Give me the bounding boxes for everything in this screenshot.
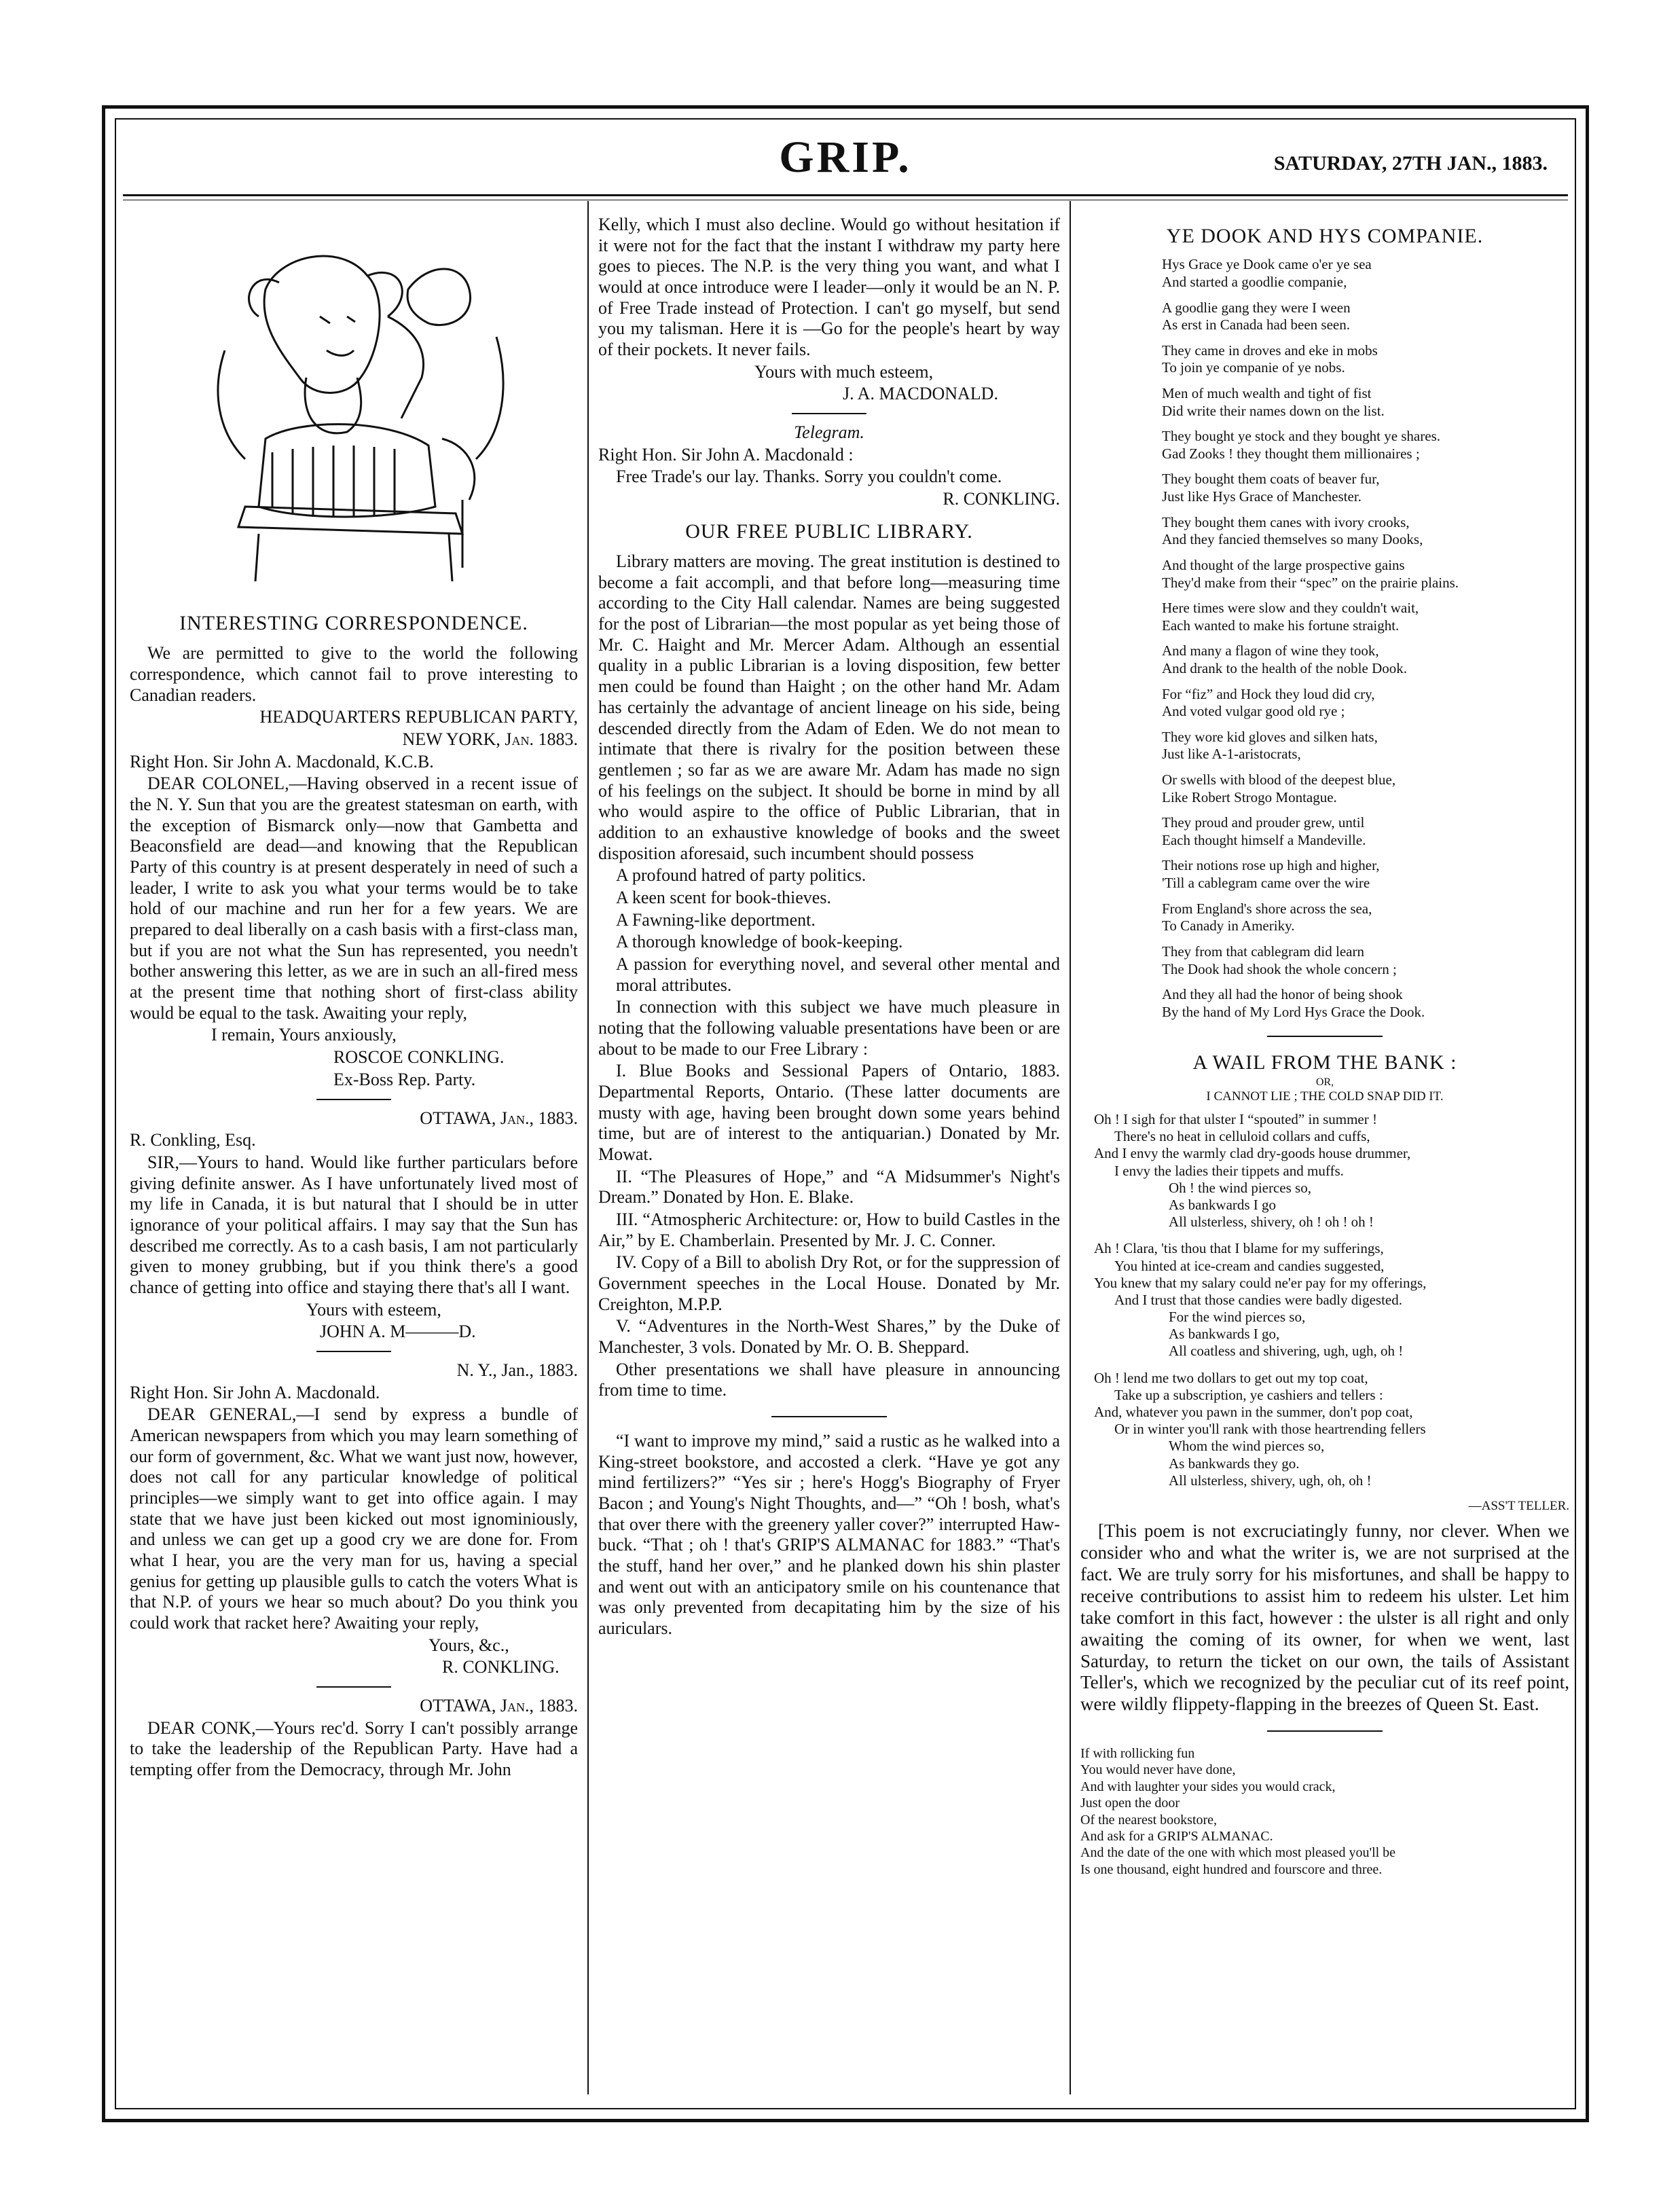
letter-header: N. Y., Jan., 1883. [456, 1360, 578, 1380]
divider [771, 1416, 887, 1417]
letter-closing: Yours with esteem, [306, 1299, 441, 1320]
poem-line: Whom the wind pierces so, [1169, 1438, 1325, 1455]
poem-line: Here times were slow and they couldn't wait, [1162, 600, 1419, 617]
column-1 [130, 215, 578, 2088]
stanza [1162, 943, 1569, 978]
poem-line: And many a flagon of wine they took, [1162, 642, 1379, 659]
stanza [1162, 686, 1569, 721]
poem-line: And started a goodlie companie, [1162, 274, 1347, 290]
letter-header: OTTAWA, Jan., 1883. [420, 1108, 578, 1128]
poem [1080, 1111, 1569, 1489]
stanza [1094, 1370, 1569, 1489]
letter-closing: Yours with much esteem, [754, 361, 934, 382]
poem-line: And I envy the warmly clad dry-goods house drummer, [1094, 1145, 1411, 1162]
page-inner-border [115, 118, 1576, 2109]
poem-line: A goodlie gang they were I ween [1162, 299, 1351, 316]
ad-line: You would never have done, [1080, 1762, 1236, 1778]
stanza [1162, 299, 1569, 334]
section-heading: OUR FREE PUBLIC LIBRARY. [685, 520, 973, 543]
list-item: III. “Atmospheric Architecture: or, How to build Castles in the Air,” by E. Chamberlain. Presented by Mr. J. C. Conner. [598, 1209, 1060, 1250]
poem-line: The Dook had shook the whole concern ; [1162, 960, 1397, 977]
cartoon-illustration [143, 215, 564, 602]
issue-date: SATURDAY, 27TH JAN., 1883. [1273, 152, 1548, 175]
section-heading: YE DOOK AND HYS COMPANIE. [1166, 225, 1484, 247]
poem-line: Oh ! lend me two dollars to get out my top coat, [1094, 1369, 1368, 1386]
poem-line: Or in winter you'll rank with those heartrending fellers [1114, 1421, 1426, 1438]
letter-body: DEAR COLONEL,—Having observed in a recent issue of the N. Y. Sun that you are the greatest statesman on earth, with the exception of Bismarck only—now that Gambetta and Beaconsfield are dead—and knowing that the Republican Party of this country is at present desperately in need of such a leader, I write to ask you what your terms would be to take hold of our machine and run her for a few years. We are prepared to deal liberally on a cash basis with a first-class man, but if you are not what the Sun has represented, you needn't bother answering this letter, as we are in such an all-fired mess at the present time that nothing short of first-class ability would be equal to the task. Awaiting your reply, [130, 774, 578, 1023]
stanza [1094, 1240, 1569, 1360]
ad-line: Of the nearest bookstore, [1080, 1812, 1218, 1828]
poem-line: They bought them canes with ivory crooks, [1162, 513, 1410, 530]
poem-line: They wore kid gloves and silken hats, [1162, 728, 1378, 745]
list-item: II. “The Pleasures of Hope,” and “A Midsummer's Night's Dream.” Donated by Hon. E. Blake. [598, 1166, 1060, 1207]
letter-body-continued: Kelly, which I must also decline. Would go without hesitation if it were not for the fact that the instant I withdraw my party here goes to pieces. The N.P. is the very thing you want, and what I would at once introduce were I leader—only it would be an N. P. of Free Trade instead of Protection. I can't go myself, but send you my talisman. Here it is —Go for the people's heart by way of their pockets. It never fails. [598, 215, 1060, 360]
letter-closing: Yours, &c., [428, 1635, 509, 1655]
poem-line: As bankwards they go. [1169, 1455, 1300, 1472]
ad-line: And ask for a GRIP'S ALMANAC. [1080, 1829, 1273, 1844]
header-rule [123, 194, 1568, 196]
list-item: I. Blue Books and Sessional Papers of Ontario, 1883. Departmental Reports, Ontario. (These latter documents are musty with age, having been brought down some years behind time, but are of interest to the antiquarian.) Donated by Mr. Mowat. [598, 1061, 1060, 1164]
stanza [1162, 428, 1569, 462]
poem-signature: —ASS'T TELLER. [1468, 1498, 1569, 1513]
divider [316, 1686, 391, 1688]
letter-body: DEAR CONK,—Yours rec'd. Sorry I can't possibly arrange to take the leadership of the Republican Party. Have had a tempting offer from the Democracy, through Mr. John [130, 1718, 578, 1779]
poem-line: You hinted at ice-cream and candies suggested, [1114, 1257, 1385, 1274]
column-3 [1080, 215, 1569, 2088]
poem-line: And drank to the health of the noble Dook. [1162, 659, 1407, 676]
letter-closing: I remain, Yours anxiously, [211, 1025, 397, 1045]
poem-line: Just like A-1-aristocrats, [1162, 746, 1301, 763]
heading-or: OR, [1315, 1076, 1334, 1088]
stanza [1162, 385, 1569, 420]
poem-line: Like Robert Strogo Montague. [1162, 788, 1337, 805]
almanac-advertisement [1080, 1745, 1569, 1878]
poem-line: Men of much wealth and tight of fist [1162, 385, 1372, 402]
poem-line: And they fancied themselves so many Dooks, [1162, 531, 1423, 548]
letter-header: OTTAWA, Jan., 1883. [420, 1695, 578, 1715]
letter-signature: JOHN A. M———D. [320, 1322, 476, 1342]
divider [316, 1099, 391, 1100]
ad-line: And the date of the one with which most pleased you'll be [1080, 1845, 1396, 1861]
poem-line: All ulsterless, shivery, oh ! oh ! oh ! [1169, 1214, 1374, 1231]
list-item: A thorough knowledge of book-keeping. [616, 932, 903, 952]
poem-line: For the wind pierces so, [1169, 1309, 1306, 1326]
stanza [1162, 471, 1569, 505]
poem [1080, 256, 1569, 1021]
poem-line: As bankwards I go, [1169, 1326, 1280, 1343]
list-item: A Fawning-like deportment. [616, 909, 816, 930]
poem-line: From England's shore across the sea, [1162, 900, 1372, 917]
poem-line: Each thought himself a Mandeville. [1162, 831, 1366, 848]
telegram-label: Telegram. [794, 422, 864, 443]
poem-line: They came in droves and eke in mobs [1162, 342, 1378, 359]
masthead-title: GRIP. [779, 132, 912, 182]
letter-addressee: Right Hon. Sir John A. Macdonald, K.C.B. [130, 751, 434, 771]
stanza [1162, 814, 1569, 849]
poem-line: All ulsterless, shivery, ugh, oh, oh ! [1169, 1472, 1372, 1489]
letter-header: HEADQUARTERS REPUBLICAN PARTY, [259, 707, 578, 727]
poem-line: There's no heat in celluloid collars and cuffs, [1114, 1128, 1370, 1145]
divider [1267, 1730, 1383, 1732]
letter-body: DEAR GENERAL,—I send by express a bundle of American newspapers from which you may learn something of our form of government, &c. What we want just now, however, does not call for any particular knowledge of political principles—we simply want to get into office again. I may state that we have just been kicked out most ignominiously, and unless we can get up a good cry we are done for. From what I hear, you are the very man for us, having a special genius for getting up plausible gulls to catch the voters What is that N.P. of yours we hear so much about? Do you think you could work that racket here? Awaiting your reply, [130, 1404, 578, 1633]
stanza [1162, 514, 1569, 549]
editor-note: [This poem is not excruciatingly funny, nor clever. When we consider who and what the writer is, we are not surprised at the fact. We are truly sorry for his misfortunes, and shall be happy to receive contributions to assist him to redeem his ulster. Let him take comfort in this fact, however : the ulster is all right and only awaiting the coming of its owner, for when we went, last Saturday, to return the ticket on our own, the tails of Assistant Teller's, which we recognized by the peculiar cut of its reef point, were wildly flippety-flapping in the breezes of Queen St. East. [1080, 1521, 1569, 1715]
poem-line: Their notions rose up high and higher, [1162, 857, 1380, 874]
stanza [1162, 557, 1569, 592]
poem-line: For “fiz” and Hock they loud did cry, [1162, 685, 1375, 702]
stanza [1162, 600, 1569, 634]
article-paragraph: “I want to improve my mind,” said a rustic as he walked into a King-street bookstore, and accosted a clerk. “Have ye got any mind fertilizers?” “Yes sir ; here's Hogg's Biography of Fryer Bacon ; and Young's Night Thoughts, and—” “Oh ! bosh, what's that over there with the greenery yaller cover?” interrupted Haw-buck. “That ; oh ! that's GRIP'S ALMANAC for 1883.” “That's the stuff, hand her over,” and he planked down his shin plaster and went out with an anticipatory smile on his countenance that was only prevented from decapitating him by the size of his auriculars. [598, 1431, 1060, 1639]
poem-line: Oh ! I sigh for that ulster I “spouted” in summer ! [1094, 1111, 1377, 1127]
poem-line: Did write their names down on the list. [1162, 402, 1385, 419]
article-paragraph: Library matters are moving. The great institution is destined to become a fait accompli, and that before long—measuring time according to the City Hall calendar. Names are being suggested for the post of Librarian—the most popular as yet being those of Mr. C. Haight and Mr. Mercer Adam. Although an essential quality in a public Librarian is a loving disposition, few better men could be found than Haight ; on the other hand Mr. Adam has certainly the advantage of ancient lineage on his side, being descended directly from the Adam of Eden. We do not mean to intimate that there is rivalry for the position between these gentlemen ; so far as we are aware Mr. Adam has made no sign of his feelings on the subject. It should be borne in mind by all who would aspire to the office of Public Librarian, that in addition to an exhaustive knowledge of books and the sweet disposition aforesaid, such incumbent should possess [598, 551, 1060, 863]
poem-line: Hys Grace ye Dook came o'er ye sea [1162, 256, 1372, 273]
telegram-body: Free Trade's our lay. Thanks. Sorry you couldn't come. [616, 467, 1002, 487]
stanza [1162, 342, 1569, 377]
poem-line: All coatless and shivering, ugh, ugh, oh ! [1169, 1343, 1404, 1360]
poem-line: They bought ye stock and they bought ye shares. [1162, 428, 1440, 445]
poem-line: And I trust that those candies were badly digested. [1114, 1291, 1402, 1308]
intro-paragraph: We are permitted to give to the world the following correspondence, which cannot fail to prove interesting to Canadian readers. [130, 643, 578, 705]
poem-line: And voted vulgar good old rye ; [1162, 703, 1345, 720]
stanza [1162, 256, 1569, 291]
column-2 [598, 215, 1060, 2088]
poem-line: As bankwards I go [1169, 1196, 1277, 1213]
qualities-list [598, 865, 1060, 996]
article-paragraph: Other presentations we shall have pleasure in announcing from time to time. [598, 1359, 1060, 1400]
list-item: A passion for everything novel, and several other mental and moral attributes. [616, 953, 1060, 995]
column-divider [587, 201, 589, 2094]
subheading: I CANNOT LIE ; THE COLD SNAP DID IT. [1206, 1089, 1444, 1104]
poem-line: And they all had the honor of being shook [1162, 986, 1403, 1003]
poem-line: 'Till a cablegram came over the wire [1162, 875, 1370, 892]
stanza [1162, 771, 1569, 806]
poem-line: As erst in Canada had been seen. [1162, 316, 1350, 333]
letter-signature: R. CONKLING. [442, 1657, 560, 1677]
poem-line: They bought them coats of beaver fur, [1162, 471, 1380, 488]
divider [316, 1351, 391, 1352]
divider [1267, 1036, 1383, 1037]
letter-body: SIR,—Yours to hand. Would like further particulars before giving definite answer. As I have unfortunately lived most of my life in Canada, it is but natural that I should be in utter ignorance of your political affairs. I may say that the Sun has described me correctly. As to a cash basis, I am not particularly given to money grubbing, but if you think there's a good chance of getting into office and staying there that's all I want. [130, 1152, 578, 1297]
telegram-addressee: Right Hon. Sir John A. Macdonald : [598, 444, 854, 465]
letter-signature: J. A. MACDONALD. [843, 384, 998, 404]
poem-line: To join ye companie of ye nobs. [1162, 359, 1345, 376]
letter-addressee: Right Hon. Sir John A. Macdonald. [130, 1382, 380, 1402]
ad-line: Just open the door [1080, 1796, 1180, 1811]
stanza [1162, 901, 1569, 935]
article-paragraph: In connection with this subject we have much pleasure in noting that the following valuable presentations have been or are about to be made to our Free Library : [598, 997, 1060, 1059]
poem-line: And thought of the large prospective gains [1162, 556, 1405, 573]
poem-line: They from that cablegram did learn [1162, 943, 1364, 960]
poem-line: Oh ! the wind pierces so, [1169, 1179, 1311, 1196]
list-item: A profound hatred of party politics. [616, 865, 866, 886]
poem-line: Just like Hys Grace of Manchester. [1162, 488, 1362, 505]
column-divider [1070, 201, 1071, 2094]
list-item: IV. Copy of a Bill to abolish Dry Rot, or for the suppression of Government speeches in the Local House. Donated by Mr. Creighton, M.P.P. [598, 1252, 1060, 1314]
masthead [143, 132, 1548, 186]
ad-line: If with rollicking fun [1080, 1746, 1195, 1762]
stanza [1162, 729, 1569, 763]
ad-line: And with laughter your sides you would crack, [1080, 1779, 1336, 1794]
poem-line: Take up a subscription, ye cashiers and tellers : [1114, 1386, 1383, 1403]
poem-line: To Canady in Ameriky. [1162, 917, 1295, 934]
poem-line: They proud and prouder grew, until [1162, 814, 1365, 831]
section-heading: INTERESTING CORRESPONDENCE. [179, 612, 528, 634]
letter-addressee: R. Conkling, Esq. [130, 1130, 256, 1150]
page-frame [102, 105, 1589, 2122]
poem-line: I envy the ladies their tippets and muffs. [1114, 1162, 1344, 1179]
poem-line: By the hand of My Lord Hys Grace the Dook. [1162, 1003, 1425, 1020]
poem-line: And, whatever you pawn in the summer, don't pop coat, [1094, 1404, 1413, 1420]
section-heading: A WAIL FROM THE BANK : [1192, 1051, 1457, 1074]
poem-line: Ah ! Clara, 'tis thou that I blame for my sufferings, [1094, 1240, 1384, 1257]
stanza [1162, 986, 1569, 1021]
letter-signature: Ex-Boss Rep. Party. [333, 1069, 476, 1089]
list-item: A keen scent for book-thieves. [616, 887, 831, 907]
divider [792, 413, 866, 414]
letter-header: NEW YORK, Jan. 1883. [402, 729, 578, 750]
poem-line: You knew that my salary could ne'er pay for my offerings, [1094, 1274, 1427, 1291]
list-item: V. “Adventures in the North-West Shares,” by the Duke of Manchester, 3 vols. Donated by Mr. O. B. Sheppard. [598, 1316, 1060, 1357]
letter-signature: ROSCOE CONKLING. [333, 1047, 505, 1068]
poem-line: They'd make from their “spec” on the prairie plains. [1162, 574, 1459, 591]
stanza [1162, 857, 1569, 892]
ad-line: Is one thousand, eight hundred and fourscore and three. [1080, 1861, 1383, 1877]
poem-line: Gad Zooks ! they thought them millionaires ; [1162, 445, 1420, 462]
telegram-signature: R. CONKLING. [943, 489, 1060, 509]
stanza [1094, 1111, 1569, 1231]
stanza [1162, 642, 1569, 677]
poem-line: Or swells with blood of the deepest blue, [1162, 771, 1396, 788]
poem-line: Each wanted to make his fortune straight. [1162, 617, 1400, 634]
